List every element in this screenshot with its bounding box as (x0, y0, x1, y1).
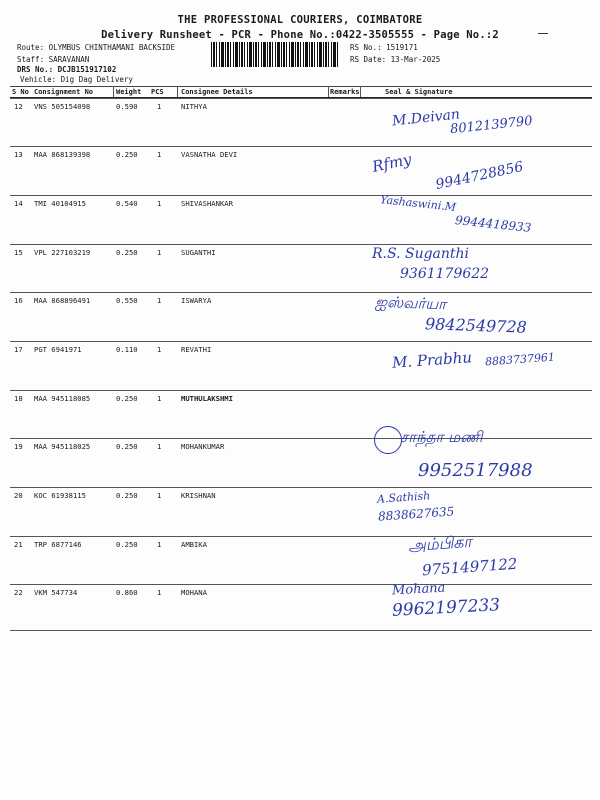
col-header-sno: S No (12, 88, 29, 96)
row-weight: 0.250 (116, 491, 138, 500)
row-pcs: 1 (157, 345, 162, 354)
row-pcs: 1 (157, 102, 162, 111)
handwritten-phone-number: 9842549728 (424, 314, 528, 337)
row-sno: 17 (14, 345, 23, 354)
handwritten-phone-number: 8012139790 (449, 113, 534, 138)
col-header-seal: Seal & Signature (385, 88, 453, 96)
row-rule (10, 195, 592, 196)
row-weight: 0.250 (116, 150, 138, 159)
handwritten-signature: சாந்தா மணி (400, 428, 483, 446)
col-header-weight: Weight (116, 88, 142, 96)
handwritten-phone-number: 9751497122 (421, 554, 518, 580)
row-pcs: 1 (157, 296, 162, 305)
row-weight: 0.250 (116, 394, 138, 403)
row-pcs: 1 (157, 588, 162, 597)
handwritten-signature: அம்பிகா (407, 531, 473, 556)
handwritten-signature: Mohana (391, 580, 446, 599)
rs-no-label: RS No.: (350, 43, 382, 52)
staff-value: SARAVANAN (48, 55, 90, 64)
row-consignment-no: MAA 868139398 (34, 150, 91, 159)
rs-date-label: RS Date: (350, 55, 387, 64)
row-sno: 20 (14, 491, 23, 500)
row-consignee: AMBIKA (181, 540, 207, 549)
col-header-consignee: Consignee Details (181, 88, 253, 96)
row-pcs: 1 (157, 394, 162, 403)
handwritten-signature: A.Sathish (376, 489, 431, 506)
row-consignment-no: TRP 6877146 (34, 540, 82, 549)
row-sno: 15 (14, 248, 23, 257)
handwritten-phone-number: 9962197233 (391, 595, 501, 621)
company-title: THE PROFESSIONAL COURIERS, COIMBATORE (177, 14, 423, 26)
rs-no-line (350, 44, 418, 52)
rs-date-value: 13-Mar-2025 (390, 55, 441, 64)
col-header-pcs: PCS (151, 88, 164, 96)
handwritten-signature: Yashaswini.M (379, 193, 457, 214)
row-pcs: 1 (157, 540, 162, 549)
handwritten-phone-number: 9952517988 (418, 460, 533, 481)
row-rule (10, 292, 592, 293)
margin-mark (538, 33, 548, 34)
col-header-remarks: Remarks (330, 88, 360, 96)
row-weight: 0.250 (116, 248, 138, 257)
row-consignment-no: VKM 547734 (34, 588, 78, 597)
route-label: Route: (17, 43, 45, 52)
handwritten-signature: M. Prabhu (391, 348, 473, 372)
vehicle-label: Vehicle: (20, 75, 57, 84)
row-sno: 16 (14, 296, 23, 305)
handwritten-signature: Rfmy (370, 150, 413, 176)
barcode (211, 42, 338, 67)
handwritten-signature: M.Deivan (391, 106, 461, 130)
stamp-circle (374, 426, 402, 454)
row-pcs: 1 (157, 248, 162, 257)
row-consignee: VASNATHA DEVI (181, 150, 238, 159)
route-line (17, 44, 175, 52)
col-divider (360, 86, 361, 97)
row-sno: 21 (14, 540, 23, 549)
handwritten-signature: R.S. Suganthi (372, 246, 470, 262)
col-header-consignment: Consignment No (34, 88, 94, 96)
row-consignee: MOHANA (181, 588, 207, 597)
row-consignment-no: VNS 505154098 (34, 102, 91, 111)
vehicle-line (20, 76, 133, 84)
row-consignment-no: VPL 227103219 (34, 248, 91, 257)
row-consignee: ISWARYA (181, 296, 212, 305)
row-pcs: 1 (157, 491, 162, 500)
row-rule (10, 438, 592, 439)
route-value: OLYMBUS CHINTHAMANI BACKSIDE (48, 43, 176, 52)
row-consignee: REVATHI (181, 345, 212, 354)
row-consignment-no: PGT 6941971 (34, 345, 82, 354)
table-bottom-rule (10, 630, 592, 631)
handwritten-phone-number: 8883737961 (484, 350, 556, 369)
runsheet-subtitle: Delivery Runsheet - PCR - Phone No.:0422-3505555 - Page No.:2 (101, 29, 499, 41)
handwritten-phone-number: 9361179622 (400, 266, 490, 282)
row-pcs: 1 (157, 442, 162, 451)
row-sno: 22 (14, 588, 23, 597)
row-weight: 0.860 (116, 588, 138, 597)
row-consignee: MUTHULAKSHMI (181, 394, 233, 403)
vehicle-value: Dig Dag Delivery (60, 75, 133, 84)
row-rule (10, 390, 592, 391)
row-rule (10, 146, 592, 147)
row-rule (10, 341, 592, 342)
col-divider (113, 86, 114, 97)
row-rule (10, 244, 592, 245)
col-divider (177, 86, 178, 97)
handwritten-signature: ஐஸ்வர்யா (374, 292, 447, 314)
row-consignee: SHIVASHANKAR (181, 199, 233, 208)
row-consignment-no: MAA 868896491 (34, 296, 91, 305)
row-pcs: 1 (157, 150, 162, 159)
row-sno: 18 (14, 394, 23, 403)
row-weight: 0.540 (116, 199, 138, 208)
drs-value: DCJB151917102 (57, 65, 117, 74)
row-rule (10, 536, 592, 537)
row-sno: 19 (14, 442, 23, 451)
row-weight: 0.250 (116, 442, 138, 451)
table-top-rule (10, 86, 592, 87)
row-consignment-no: MAA 945118025 (34, 442, 91, 451)
handwritten-phone-number: 8838627635 (377, 504, 455, 524)
handwritten-phone-number: 9944728856 (434, 158, 525, 194)
row-sno: 14 (14, 199, 23, 208)
row-consignee: KRISHNAN (181, 491, 216, 500)
col-divider (328, 86, 329, 97)
row-rule (10, 584, 592, 585)
row-weight: 0.110 (116, 345, 138, 354)
row-consignment-no: KOC 61938115 (34, 491, 86, 500)
row-consignee: MOHANKUMAR (181, 442, 225, 451)
row-rule (10, 98, 592, 99)
rs-date-line (350, 56, 440, 64)
drs-line (17, 66, 116, 74)
row-weight: 0.590 (116, 102, 138, 111)
handwritten-phone-number: 9944418933 (454, 213, 532, 235)
staff-line (17, 56, 89, 64)
row-consignment-no: MAA 945118085 (34, 394, 91, 403)
row-pcs: 1 (157, 199, 162, 208)
row-weight: 0.250 (116, 540, 138, 549)
row-sno: 13 (14, 150, 23, 159)
row-consignee: NITHYA (181, 102, 207, 111)
staff-label: Staff: (17, 55, 45, 64)
row-sno: 12 (14, 102, 23, 111)
rs-no-value: 1519171 (386, 43, 418, 52)
row-consignee: SUGANTHI (181, 248, 216, 257)
drs-label: DRS No.: (17, 65, 54, 74)
row-consignment-no: TMI 40104915 (34, 199, 86, 208)
row-rule (10, 487, 592, 488)
row-weight: 0.550 (116, 296, 138, 305)
